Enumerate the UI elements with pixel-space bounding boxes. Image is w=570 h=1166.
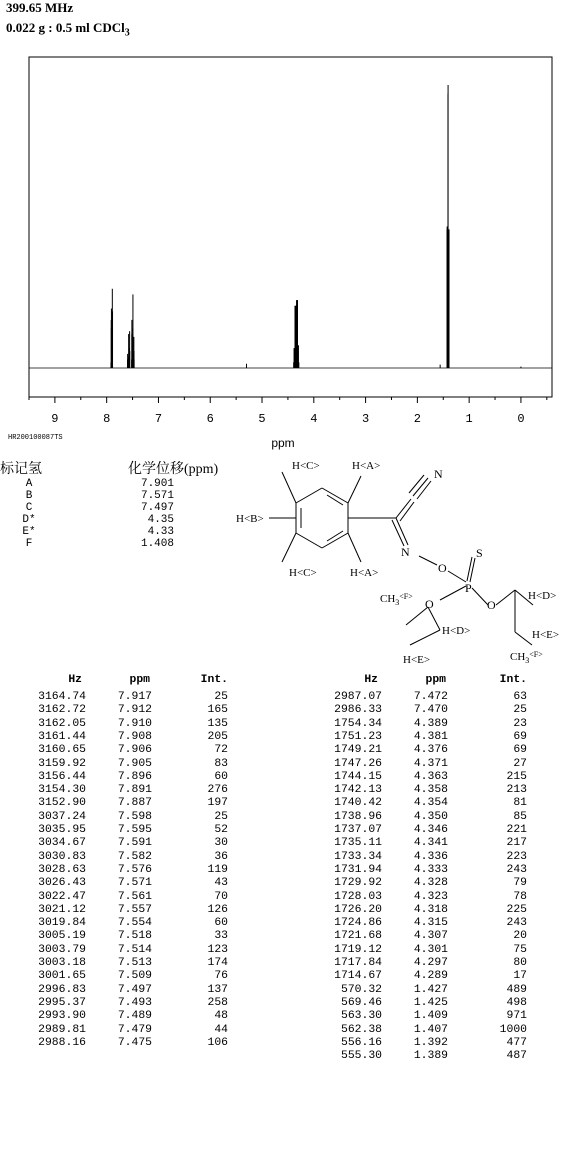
ppm-header: ppm bbox=[129, 674, 150, 686]
int-cell: 33 bbox=[214, 930, 228, 943]
ppm-cell: 4.323 bbox=[413, 890, 448, 903]
int-cell: 44 bbox=[214, 1023, 228, 1036]
hz-cell: 3160.65 bbox=[38, 744, 86, 757]
hz-cell: 570.32 bbox=[340, 983, 382, 996]
assignment-shift-header: 化学位移(ppm) bbox=[128, 462, 219, 477]
ppm-cell: 4.389 bbox=[413, 717, 448, 730]
h-a-top-label: H<A> bbox=[352, 460, 381, 472]
hz-cell: 3162.72 bbox=[38, 704, 86, 717]
int-cell: 69 bbox=[513, 744, 527, 757]
ch3-right-label bbox=[510, 650, 543, 665]
hz-cell: 3156.44 bbox=[38, 770, 86, 783]
ppm-cell: 7.591 bbox=[117, 837, 152, 850]
int-cell: 36 bbox=[214, 850, 228, 863]
int-cell: 78 bbox=[513, 890, 527, 903]
imine-n-label: N bbox=[401, 545, 410, 559]
hz-cell: 3028.63 bbox=[38, 863, 86, 876]
ester-o-left-label: O bbox=[425, 597, 434, 611]
hz-cell: 1729.92 bbox=[334, 877, 382, 890]
ppm-cell: 7.598 bbox=[117, 810, 152, 823]
h-b-label: H<B> bbox=[236, 513, 264, 525]
hz-cell: 3154.30 bbox=[38, 784, 86, 797]
ppm-cell: 7.472 bbox=[413, 691, 448, 703]
ch3-left-sub: 3 bbox=[395, 598, 400, 607]
hz-cell: 1724.86 bbox=[334, 917, 382, 930]
ch3-left-label bbox=[380, 592, 413, 607]
ppm-cell: 7.910 bbox=[117, 717, 152, 730]
int-cell: 81 bbox=[513, 797, 527, 810]
hz-cell: 3035.95 bbox=[38, 824, 86, 836]
hz-cell: 3005.19 bbox=[38, 930, 86, 943]
hz-cell: 3162.05 bbox=[38, 717, 86, 730]
int-cell: 63 bbox=[513, 691, 527, 703]
ppm-cell: 1.427 bbox=[413, 983, 448, 996]
hz-cell: 2996.83 bbox=[38, 983, 86, 996]
hz-cell: 1742.13 bbox=[334, 784, 382, 797]
ch3-right-tag: <F> bbox=[529, 650, 543, 659]
x-tick-label: 5 bbox=[258, 412, 266, 426]
ppm-cell: 7.489 bbox=[117, 1010, 152, 1023]
ppm-cell: 7.595 bbox=[117, 824, 152, 836]
h-d-right-label: H<D> bbox=[528, 590, 557, 602]
x-axis-label: ppm bbox=[271, 436, 295, 450]
ppm-cell: 1.389 bbox=[413, 1050, 448, 1063]
ppm-cell: 4.318 bbox=[413, 903, 448, 916]
ppm-cell: 4.307 bbox=[413, 930, 448, 943]
sulfur-label: S bbox=[476, 546, 483, 560]
hz-cell: 1714.67 bbox=[334, 970, 382, 983]
ppm-cell: 7.554 bbox=[117, 917, 152, 930]
ppm-cell: 4.289 bbox=[413, 970, 448, 983]
hz-cell: 3152.90 bbox=[38, 797, 86, 810]
ppm-cell: 7.493 bbox=[117, 996, 152, 1009]
phosphorus-label: P bbox=[465, 581, 472, 595]
assignment-label: A bbox=[25, 478, 33, 490]
int-cell: 70 bbox=[214, 890, 228, 903]
hz-cell: 1726.20 bbox=[334, 903, 382, 916]
hz-cell: 1735.11 bbox=[334, 837, 382, 850]
assignment-shift: 7.901 bbox=[140, 478, 174, 490]
int-cell: 243 bbox=[506, 863, 527, 876]
x-tick-label: 4 bbox=[310, 412, 318, 426]
int-cell: 75 bbox=[513, 943, 527, 956]
hz-cell: 1754.34 bbox=[334, 717, 382, 730]
assignment-shift: 1.408 bbox=[140, 538, 174, 550]
int-cell: 135 bbox=[207, 717, 228, 730]
hz-cell: 1719.12 bbox=[334, 943, 382, 956]
ppm-cell: 4.315 bbox=[413, 917, 448, 930]
ppm-cell: 7.912 bbox=[117, 704, 152, 717]
int-cell: 30 bbox=[214, 837, 228, 850]
ppm-cell: 4.301 bbox=[413, 943, 448, 956]
x-tick-label: 2 bbox=[413, 412, 421, 426]
int-cell: 215 bbox=[506, 770, 527, 783]
ppm-cell: 4.363 bbox=[413, 770, 448, 783]
int-cell: 60 bbox=[214, 770, 228, 783]
hz-cell: 1740.42 bbox=[334, 797, 382, 810]
x-tick-label: 9 bbox=[51, 412, 59, 426]
x-tick-label: 1 bbox=[465, 412, 473, 426]
int-cell: 80 bbox=[513, 957, 527, 969]
hz-cell: 2995.37 bbox=[38, 996, 86, 1009]
hz-header: Hz bbox=[68, 674, 82, 686]
hz-cell: 1737.07 bbox=[334, 824, 382, 836]
hz-cell: 556.16 bbox=[340, 1036, 382, 1049]
hz-cell: 1751.23 bbox=[334, 730, 382, 743]
concentration-subscript: 3 bbox=[124, 27, 130, 39]
ppm-header: ppm bbox=[425, 674, 446, 686]
ppm-cell: 7.514 bbox=[117, 943, 152, 956]
hz-cell: 555.30 bbox=[340, 1050, 382, 1063]
ppm-cell: 7.557 bbox=[117, 903, 152, 916]
int-cell: 83 bbox=[214, 757, 228, 770]
ppm-cell: 7.561 bbox=[117, 890, 152, 903]
int-cell: 27 bbox=[513, 757, 527, 770]
int-cell: 52 bbox=[214, 824, 228, 836]
hz-cell: 1728.03 bbox=[334, 890, 382, 903]
int-cell: 48 bbox=[214, 1010, 228, 1023]
int-cell: 60 bbox=[214, 917, 228, 930]
hz-cell: 3003.18 bbox=[38, 957, 86, 969]
ppm-cell: 7.896 bbox=[117, 770, 152, 783]
x-tick-label: 3 bbox=[361, 412, 370, 426]
int-cell: 487 bbox=[506, 1050, 527, 1063]
int-cell: 72 bbox=[214, 744, 228, 757]
ppm-cell: 4.371 bbox=[413, 757, 448, 770]
concentration-text: 0.022 g : 0.5 ml CDCl bbox=[6, 20, 125, 35]
hz-cell: 3019.84 bbox=[38, 917, 86, 930]
ppm-cell: 4.376 bbox=[413, 744, 448, 757]
int-cell: 69 bbox=[513, 730, 527, 743]
hz-cell: 563.30 bbox=[340, 1010, 382, 1023]
x-tick-label: 8 bbox=[103, 412, 111, 426]
int-cell: 106 bbox=[207, 1036, 228, 1049]
hz-cell: 3003.79 bbox=[38, 943, 86, 956]
ppm-cell: 4.297 bbox=[413, 957, 448, 969]
int-cell: 43 bbox=[214, 877, 228, 890]
ppm-cell: 7.908 bbox=[117, 730, 152, 743]
ppm-cell: 1.425 bbox=[413, 996, 448, 1009]
ppm-cell: 7.509 bbox=[117, 970, 152, 983]
oxime-o-label: O bbox=[438, 561, 447, 575]
int-cell: 213 bbox=[506, 784, 527, 797]
assignment-label-header: 标记氢 bbox=[0, 462, 42, 477]
x-tick-label: 0 bbox=[517, 412, 525, 426]
ppm-cell: 7.470 bbox=[413, 704, 448, 717]
int-cell: 25 bbox=[214, 691, 228, 703]
hz-cell: 3161.44 bbox=[38, 730, 86, 743]
hz-cell: 1731.94 bbox=[334, 863, 382, 876]
ch3-right-text: CH bbox=[510, 651, 526, 663]
hz-cell: 2988.16 bbox=[38, 1036, 86, 1049]
int-cell: 225 bbox=[506, 903, 527, 916]
ppm-cell: 7.513 bbox=[117, 957, 152, 969]
hz-cell: 1738.96 bbox=[334, 810, 382, 823]
ppm-cell: 7.891 bbox=[117, 784, 152, 797]
hz-cell: 2989.81 bbox=[38, 1023, 86, 1036]
int-cell: 498 bbox=[506, 996, 527, 1009]
int-cell: 25 bbox=[214, 810, 228, 823]
int-cell: 243 bbox=[506, 917, 527, 930]
nitrile-n-label: N bbox=[434, 467, 443, 481]
ester-o-right-label: O bbox=[487, 598, 496, 612]
int-cell: 223 bbox=[506, 850, 527, 863]
x-tick-label: 7 bbox=[154, 412, 163, 426]
hz-cell: 3001.65 bbox=[38, 970, 86, 983]
ch3-left-text: CH bbox=[380, 593, 396, 605]
sample-id: HR200100087TS bbox=[8, 434, 63, 442]
h-d-left-label: H<D> bbox=[442, 625, 471, 637]
int-cell: 477 bbox=[506, 1036, 527, 1049]
int-cell: 174 bbox=[207, 957, 228, 969]
assignment-shift: 4.33 bbox=[147, 526, 174, 538]
int-header: Int. bbox=[499, 674, 527, 686]
ppm-cell: 4.354 bbox=[413, 797, 448, 810]
ppm-cell: 1.392 bbox=[413, 1036, 448, 1049]
ppm-cell: 7.917 bbox=[117, 691, 152, 703]
int-header: Int. bbox=[200, 674, 228, 686]
ppm-cell: 1.407 bbox=[413, 1023, 448, 1036]
assignment-shift: 7.571 bbox=[140, 490, 174, 502]
hz-cell: 3034.67 bbox=[38, 837, 86, 850]
ppm-cell: 7.571 bbox=[117, 877, 152, 890]
int-cell: 205 bbox=[207, 730, 228, 743]
ppm-cell: 4.346 bbox=[413, 824, 448, 836]
ppm-cell: 7.906 bbox=[117, 744, 152, 757]
int-cell: 197 bbox=[207, 797, 228, 810]
hz-cell: 3159.92 bbox=[38, 757, 86, 770]
int-cell: 137 bbox=[207, 983, 228, 996]
assignment-label: D* bbox=[22, 514, 36, 526]
int-cell: 17 bbox=[513, 970, 527, 983]
int-cell: 258 bbox=[207, 996, 228, 1009]
int-cell: 76 bbox=[214, 970, 228, 983]
ppm-cell: 4.333 bbox=[413, 863, 448, 876]
ppm-cell: 7.582 bbox=[117, 850, 152, 863]
h-a-bottom-label: H<A> bbox=[350, 567, 379, 579]
ppm-cell: 7.497 bbox=[117, 983, 152, 996]
h-e-right-label: H<E> bbox=[532, 629, 560, 641]
hz-cell: 1744.15 bbox=[334, 770, 382, 783]
hz-cell: 569.46 bbox=[340, 996, 382, 1009]
hz-cell: 3026.43 bbox=[38, 877, 86, 890]
ppm-cell: 4.336 bbox=[413, 850, 448, 863]
h-c-top-label: H<C> bbox=[292, 460, 320, 472]
int-cell: 489 bbox=[506, 983, 527, 996]
assignment-shift: 7.497 bbox=[140, 502, 174, 514]
hz-cell: 3037.24 bbox=[38, 810, 86, 823]
int-cell: 217 bbox=[506, 837, 527, 850]
ppm-cell: 4.381 bbox=[413, 730, 448, 743]
int-cell: 25 bbox=[513, 704, 527, 717]
h-e-left-label: H<E> bbox=[403, 654, 431, 666]
ppm-cell: 7.905 bbox=[117, 757, 152, 770]
hz-cell: 3164.74 bbox=[38, 691, 86, 703]
ppm-cell: 4.350 bbox=[413, 810, 448, 823]
int-cell: 79 bbox=[513, 877, 527, 890]
assignment-label: E* bbox=[22, 526, 36, 538]
assignment-label: F bbox=[25, 538, 33, 550]
ppm-cell: 4.328 bbox=[413, 877, 448, 890]
int-cell: 123 bbox=[207, 943, 228, 956]
ppm-cell: 1.409 bbox=[413, 1010, 448, 1023]
hz-cell: 3021.12 bbox=[38, 903, 86, 916]
assignment-shift: 4.35 bbox=[147, 514, 174, 526]
ppm-cell: 4.358 bbox=[413, 784, 448, 797]
ppm-cell: 7.887 bbox=[117, 797, 152, 810]
hz-cell: 2986.33 bbox=[334, 704, 382, 717]
int-cell: 85 bbox=[513, 810, 527, 823]
x-tick-label: 6 bbox=[206, 412, 214, 426]
spectrometer-frequency: 399.65 MHz bbox=[6, 0, 74, 15]
hz-header: Hz bbox=[364, 674, 378, 686]
ppm-cell: 7.479 bbox=[117, 1023, 152, 1036]
hz-cell: 3030.83 bbox=[38, 850, 86, 863]
ppm-cell: 4.341 bbox=[413, 837, 448, 850]
hz-cell: 562.38 bbox=[340, 1023, 382, 1036]
ppm-cell: 7.518 bbox=[117, 930, 152, 943]
hz-cell: 1749.21 bbox=[334, 744, 382, 757]
hz-cell: 1733.34 bbox=[334, 850, 382, 863]
assignment-label: C bbox=[25, 502, 33, 514]
hz-cell: 1747.26 bbox=[334, 757, 382, 770]
h-c-bottom-label: H<C> bbox=[289, 567, 317, 579]
ch3-left-tag: <F> bbox=[399, 592, 413, 601]
int-cell: 23 bbox=[513, 717, 527, 730]
hz-cell: 3022.47 bbox=[38, 890, 86, 903]
int-cell: 221 bbox=[506, 824, 527, 836]
ppm-cell: 7.576 bbox=[117, 863, 152, 876]
int-cell: 276 bbox=[207, 784, 228, 797]
hz-cell: 1717.84 bbox=[334, 957, 382, 969]
int-cell: 165 bbox=[207, 704, 228, 717]
int-cell: 20 bbox=[513, 930, 527, 943]
int-cell: 1000 bbox=[499, 1023, 527, 1036]
hz-cell: 2987.07 bbox=[334, 691, 382, 703]
ppm-cell: 7.475 bbox=[117, 1036, 152, 1049]
ch3-right-sub: 3 bbox=[525, 656, 530, 665]
assignment-label: B bbox=[25, 490, 33, 502]
hz-cell: 1721.68 bbox=[334, 930, 382, 943]
int-cell: 119 bbox=[207, 863, 228, 876]
hz-cell: 2993.90 bbox=[38, 1010, 86, 1023]
int-cell: 126 bbox=[207, 903, 228, 916]
int-cell: 971 bbox=[506, 1010, 527, 1023]
